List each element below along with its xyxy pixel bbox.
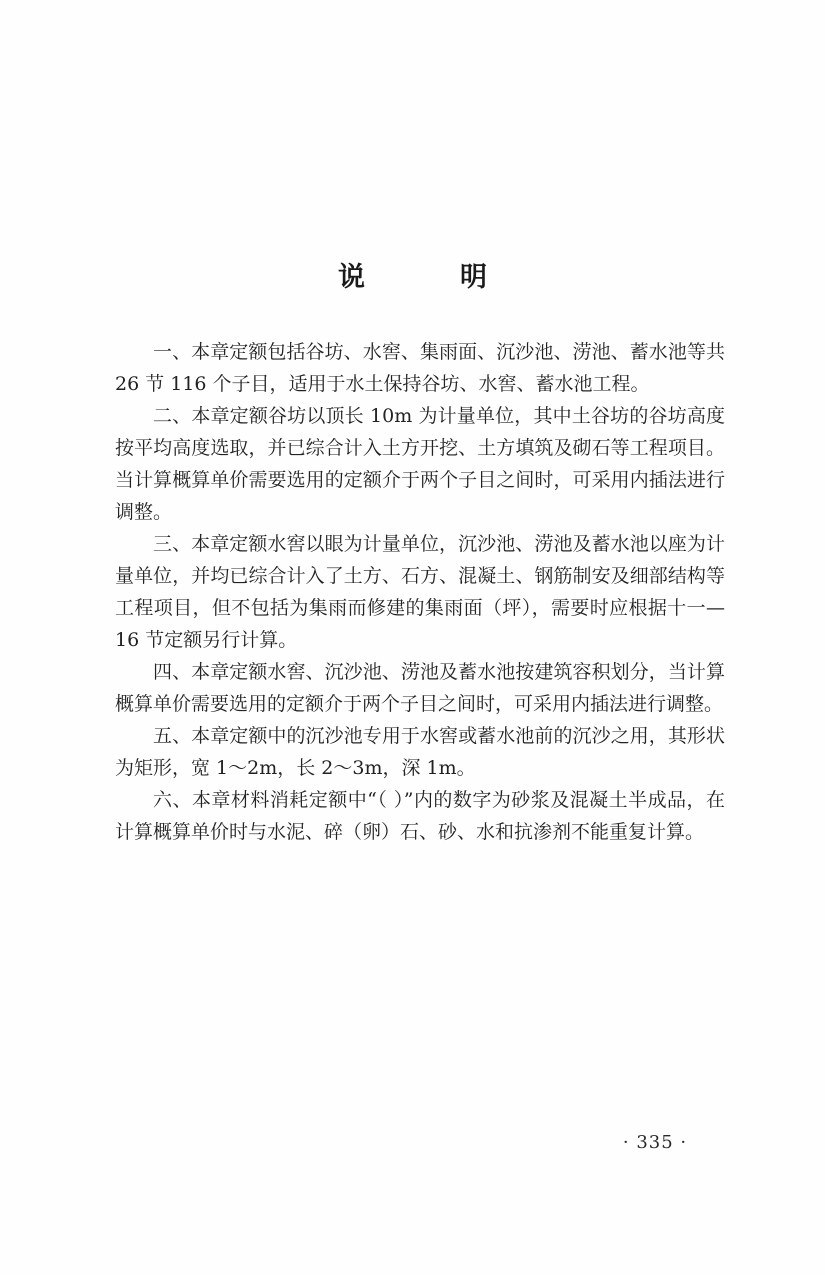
body-text: [115, 336, 725, 848]
page-number: · 335 ·: [622, 1132, 688, 1153]
paragraph-5: 五、本章定额中的沉沙池专用于水窖或蓄水池前的沉沙之用，其形状为矩形，宽 1～2m，长 2～3m，深 1m。: [115, 725, 725, 779]
paragraph-1: 一、本章定额包括谷坊、水窖、集雨面、沉沙池、涝池、蓄水池等共 26 节 116 个子目，适用于水土保持谷坊、水窖、蓄水池工程。: [115, 341, 725, 395]
paragraph-3: 三、本章定额水窖以眼为计量单位，沉沙池、涝池及蓄水池以座为计量单位，并均已综合计入了土方、石方、混凝土、钢筋制安及细部结构等工程项目，但不包括为集雨而修建的集雨面（坪），需要时应根据十一—16 节定额另行计算。: [115, 533, 725, 651]
paragraph-4: 四、本章定额水窖、沉沙池、涝池及蓄水池按建筑容积划分，当计算概算单价需要选用的定额介于两个子目之间时，可采用内插法进行调整。: [115, 661, 725, 715]
paragraph-2: 二、本章定额谷坊以顶长 10m 为计量单位，其中土谷坊的谷坊高度按平均高度选取，并已综合计入土方开挖、土方填筑及砌石等工程项目。当计算概算单价需要选用的定额介于两个子目之间时，可采用内插法进行调整。: [115, 405, 725, 523]
page-title: 说 明: [338, 262, 521, 293]
paragraph-6: 六、本章材料消耗定额中“（ ）”内的数字为砂浆及混凝土半成品，在计算概算单价时与水泥、碎（卵）石、砂、水和抗渗剂不能重复计算。: [115, 789, 725, 843]
